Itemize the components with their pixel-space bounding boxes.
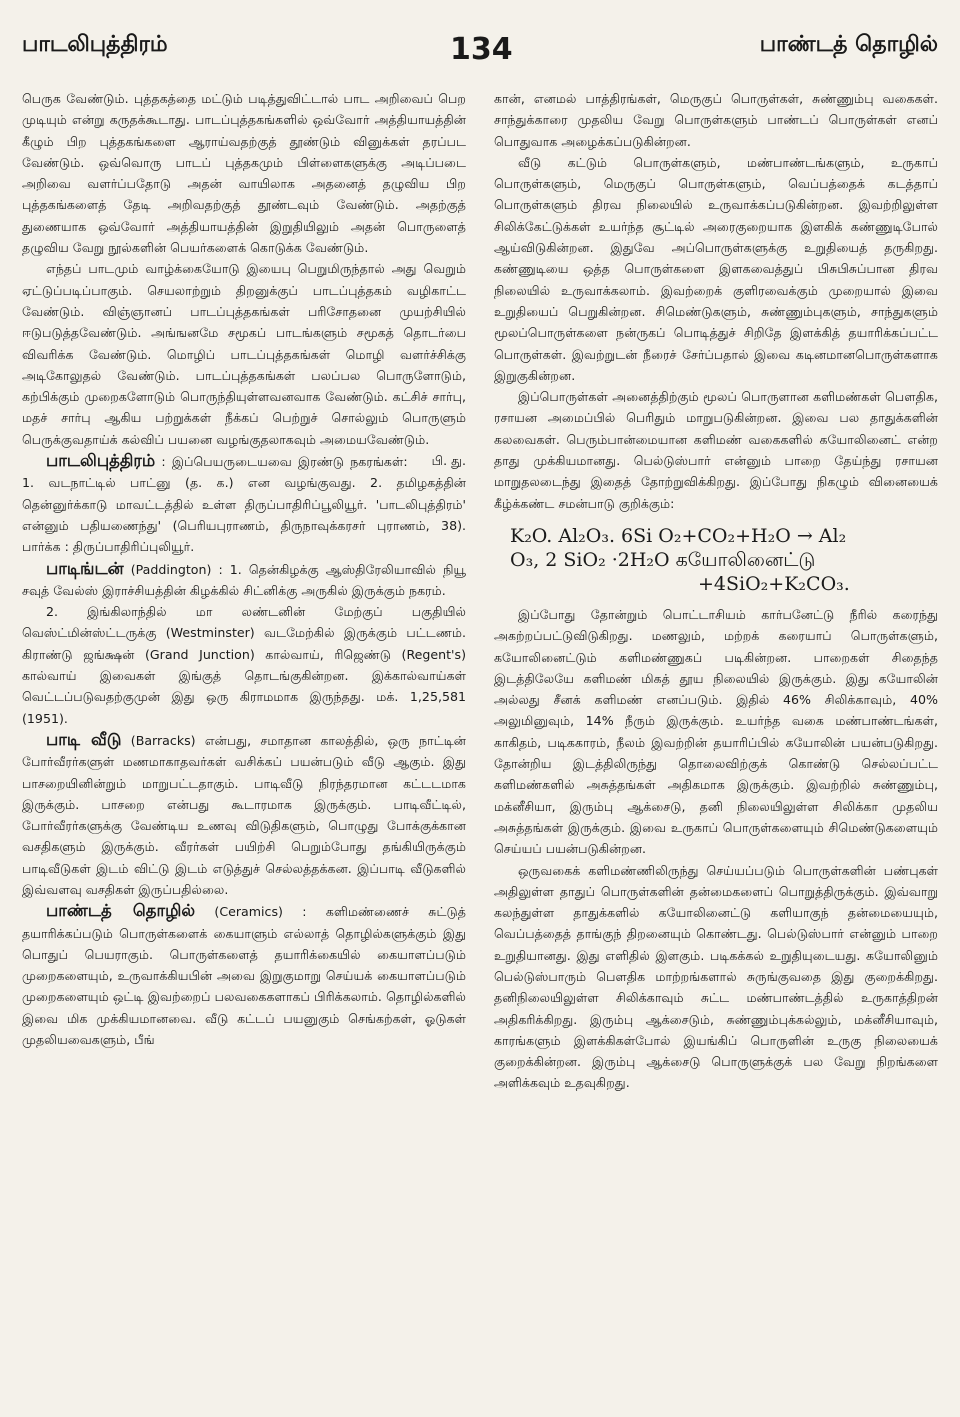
entry-ceramics — [22, 900, 466, 1050]
page-number: 134 — [450, 32, 513, 67]
entry-text: (Paddington) : 1. தென்கிழக்கு ஆஸ்திரேலியாவில் நியூ சவுத் வேல்ஸ் இராச்சியத்தின் கிழக்கில் சிட்னிக்கு அருகில் இருக்கும் நகரம். — [22, 561, 466, 598]
right-column — [494, 88, 938, 1094]
equation-line: +4SiO₂+K₂CO₃. — [698, 572, 850, 595]
entry-heading: பாடி வீடு — [46, 729, 122, 749]
paragraph: பெருக வேண்டும். புத்தகத்தை மட்டும் படித்துவிட்டால் பாட அறிவைப் பெற முடியும் என்று கருதக்கூடாது. பாடப்புத்தகங்களில் ஒவ்வோர் அத்தியாயத்தின் கீழும் பிற புத்தகங்களை ஆராய்வதற்குத் தூண்டும் வினுக்கள் தரப்பட வேண்டும். ஒவ்வொரு பாடப் புத்தகமும் பிள்ளைகளுக்கு அடிப்படை அறிவை வளர்ப்பதோடு அதன் வாயிலாக அதனைத் தழுவிய பிற புத்தகங்களைத் தேடி அறிவதற்குத் தூண்டவும் வேண்டும். அதற்குத் துணையாக ஒவ்வோர் அத்தியாயத்தின் இறுதியிலும் அதன் பொருளைத் தழுவிய வேறு நூல்களின் பெயர்களைக் கொடுக்க வேண்டும். — [22, 91, 466, 256]
paragraph: 2. இங்கிலாந்தில் மா லண்டனின் மேற்குப் பகுதியில் வெஸ்ட்மின்ஸ்ட்டருக்கு (Westminster) வடமேற்கில் இருக்கும் பட்டணம். கிராண்டு ஜங்க்ஷன் (Grand Junction) கால்வாய், ரிஜெண்டு (Regent's) கால்வாய் இவைகள் இங்குத் தொடங்குகின்றன. இக்கால்வாய்கள் வெட்டப்படுவதற்குமுன் இது ஒரு கிராமமாக இருந்தது. மக். 1,25,581 (1951). — [22, 604, 466, 726]
paragraph-text: எந்தப் பாடமும் வாழ்க்கையோடு இயைபு பெறுமிருந்தால் அது வெறும் ஏட்டுப்படிப்பாகும். செயலாற்றும் திறனுக்குப் பாடப்புத்தகம் வழிகாட்ட வேண்டும். விஞ்ஞானப் பாடப்புத்தகங்கள் பரிசோதனை முயற்சியில் ஈடுபடுத்தவேண்டும். அங்ஙனமே சமூகப் பாடங்களும் சமூகத் தொடர்பை விவரிக்க வேண்டும். மொழிப் பாடப்புத்தகங்கள் மொழி வளர்ச்சிக்கு அடிகோலுதல் வேண்டும். பாடப்புத்தகங்கள் பலப்பல பொருளோடும், கற்பிக்கும் முறைகளோடும் பொருந்தியுள்ளவனவாக வேண்டும். கட்சிச் சார்பு, மதச் சார்பு ஆகிய பற்றுக்கள் நீக்கப் பெற்றுச் சொல்லும் பொருளும் பெருக்குவதாய்க் கல்விப் பயனை வழங்குதலாகவும் அமையவேண்டும். — [22, 261, 466, 447]
running-head-right: பாண்டத் தொழில் — [759, 32, 938, 57]
equation-line: O₃, 2 SiO₂ ·2H₂O கயோலினைட்டு — [510, 548, 816, 571]
entry-heading: பாடலிபுத்திரம் — [46, 451, 156, 471]
paragraph: வீடு கட்டும் பொருள்களும், மண்பாண்டங்களும், உருகாப் பொருள்களும், மெருகுப் பொருள்களும், வெப்பத்தைக் கடத்தாப் பொருள்களும் திரவ நிலையில் உருவாக்கப்படுகின்றன. இவற்றிலுள்ள சிலிக்கேட்டுக்கள் உயர்ந்த சூட்டில் அரைகுறையாக இளகிக் கண்ணுடிபோல் ஆய்விடுகின்றன. இதுவே அப்பொருள்களுக்கு உறுதியைத் தருகிறது. கண்ணுடியை ஒத்த பொருள்களை இளகவைத்துப் பிசுபிசுப்பான திரவ நிலையில் உருவாக்கலாம். இவற்றைக் குளிரவைக்கும் முறையால் இவை உறுதியைப் பெறுகின்றன. சிமெண்டுகளும், சுண்ணும்புகளும், சாந்துகளும் மூலப்பொருள்களை நன்ருகப் பொடித்துச் சிறிதே இளக்கித் தயாரிக்கப்பட்ட பொருள்கள். இவற்றுடன் நீரைச் சேர்ப்பதால் இவை கடினமானபொருள்களாக இறுகுகின்றன. — [494, 154, 938, 383]
entry-text: : இப்பெயருடையவை இரண்டு நகரங்கள்: 1. வடநாட்டில் பாட்னு (த. க.) என வழங்குவது. 2. தமிழகத்தின் தென்னுர்க்காடு மாவட்டத்தில் உள்ள திருப்பாதிரிப்பூலியூர். 'பாடலிபுத்திரம்' என்னும் பதியணைந்து' (பெரியபுராணம், திருநாவுக்கரசர் புராணம், 38). பார்க்க : திருப்பாதிரிப்புலியூர். — [22, 454, 466, 555]
paragraph: இப்போது தோன்றும் பொட்டாசியம் கார்பனேட்டு நீரில் கரைந்து அகற்றப்பட்டுவிடுகிறது. மணலும், மற்றக் கரையாப் பொருள்களும், கயோலினைட்டும் களிமண்ணுகப் படிகின்றன. பாறைகள் சிதைந்த இடத்திலேயே களிமண் மிகத் தூய நிலையில் இருக்கும். இது கயோலின் அல்லது சீனக் களிமண் எனப்படும். இதில் 46% சிலிக்காவும், 40% அலுமினுவும், 14% நீரும் இருக்கும். உயர்ந்த வகை மண்பாண்டங்கள், காகிதம், படிககாரம், நீலம் இவற்றின் தயாரிப்பில் கயோலின் பயன்படுகிறது. தோன்றிய இடத்திலிருந்து தொலைவிற்குக் கொண்டு செல்லப்பட்ட களிமண்களில் அசுத்தங்கள் அதிகமாக இருக்கும். இவற்றில் சுண்ணும்பு, மக்னீசியா, இரும்பு ஆக்சைடு, தனி நிலையிலுள்ள சிலிக்கா முதலிய அசுத்தங்கள் இருக்கும். இவை உருகாப் பொருள்களையும் சிமெண்டுகளையும் செய்யப் பயன்படுகின்றன. — [494, 606, 938, 857]
paragraph: இப்பொருள்கள் அனைத்திற்கும் மூலப் பொருளான களிமண்கள் பௌதிக, ரசாயன அமைப்பில் பெரிதும் மாறுபடுகின்றன. இவை பல தாதுக்களின் கலவைகள். பெரும்பான்மையான களிமண் வகைகளில் கயோலினைட் என்ற தாது முக்கியமானது. பெல்டுஸ்பார் என்னும் பாறை தேய்ந்து ரசாயன மாறுதலடைந்து இதைத் தோற்றுவிக்கிறது. இப்போது நிகழும் வினையைக் கீழ்க்கண்ட சமன்பாடு குறிக்கும்: — [494, 389, 938, 511]
entry-barracks — [22, 729, 466, 900]
running-head-left: பாடலிபுத்திரம் — [22, 32, 168, 57]
entry-text: (Barracks) என்பது, சமாதான காலத்தில், ஒரு நாட்டின் போர்வீரர்களுள் மணமாகாதவர்கள் வசிக்கப் பயன்படும் வீடு ஆகும். இது பாசறையினின்றும் மாறுபட்டதாகும். பாடிவீடு நிரந்தரமான கட்டடமாக இருக்கும். பாசறை என்பது கூடாரமாக இருக்கும். பாடிவீட்டில், போர்வீரர்களுக்கு வேண்டிய உணவு விடுதிகளும், பொழுது போக்குக்கான வசதிகளும் இருக்கும். வீரர்கள் பயிற்சி பெறும்போது தங்கியிருக்கும் பாடிவீடுகள் இடம் விட்டு இடம் எடுத்துச் செல்லத்தக்கன. இப்பாடி வீடுகளில் இவ்வளவு வசதிகள் இருப்பதில்லை. — [22, 732, 466, 897]
entry-paddington — [22, 558, 466, 602]
entry-paadaliputhiram — [22, 450, 466, 557]
paragraph: ஒருவகைக் களிமண்ணிலிருந்து செய்யப்படும் பொருள்களின் பண்புகள் அதிலுள்ள தாதுப் பொருள்களின் தன்மைகளைப் பொறுத்திருக்கும். இவ்வாறு கலந்துள்ள தாதுக்களில் கயோலினைட்டு களியாகுந் தன்மையையும், வெப்பத்தைத் தாங்குந் திறனையும் கொண்டது. பெல்டுஸ்பார் என்னும் பாறை உறுதியானது. இது எளிதில் இளகும். படிகக்கல் உறுதியுடையது. கயோலினும் பெல்டுஸ்பாரும் பௌதிக மாற்றங்களால் சுருங்குவதை இது குறைக்கிறது. தனிநிலையிலுள்ள சிலிக்காவும் சுட்ட மண்பாண்டத்தில் உருகாத்திறன் அதிகரிக்கிறது. இரும்பு ஆக்சைடும், சுண்ணும்புக்கல்லும், மக்னீசியாவும், காரங்களும் இளக்கிகள்போல் இயங்கிப் பொருளின் உருகு நிலையைக் குறைக்கின்றன. இரும்பு ஆக்சைடு பொருளுக்குக் பல வேறு நிறங்களை அளிக்கவும் உதவுகிறது. — [494, 862, 938, 1091]
text-columns — [22, 88, 938, 1094]
paragraph: கான், எனமல் பாத்திரங்கள், மெருகுப் பொருள்கள், சுண்ணும்பு வகைகள். சாந்துக்காரை முதலிய வேறு பொருள்களும் பாண்டப் பொருள்கள் எனப் பொதுவாக அழைக்கப்படுகின்றன. — [494, 91, 938, 149]
entry-heading: பாண்டத் தொழில் — [46, 901, 196, 921]
entry-text: (Ceramics) : களிமண்ணைச் சுட்டுத் தயாரிக்கப்படும் பொருள்களைக் கையாளும் எல்லாத் தொழில்களுக்கும் இது பொதுப் பெயராகும். பொருள்களைத் தயாரிக்கையில் கையாளப்படும் முறைகளையும், உருவாக்கியபின் அவை இறுகுமாறு செய்யக் கையாளப்படும் முறைகளையும் ஒட்டி இவற்றைப் பலவகைகளாகப் பிரிக்கலாம். தொழில்களில் இவை மிக முக்கியமானவை. வீடு கட்டப் பயனுகும் செங்கற்கள், ஓடுகள் முதலியவைகளும், பீங் — [22, 904, 466, 1048]
equation-line: K₂O. Al₂O₃. 6Si O₂+CO₂+H₂O → Al₂ — [510, 524, 847, 547]
chemical-equation — [510, 524, 938, 596]
left-column — [22, 88, 466, 1094]
author-initials: பி. து. — [431, 453, 466, 469]
entry-heading: பாடிங்டன் — [46, 558, 124, 578]
page-header — [22, 0, 938, 67]
